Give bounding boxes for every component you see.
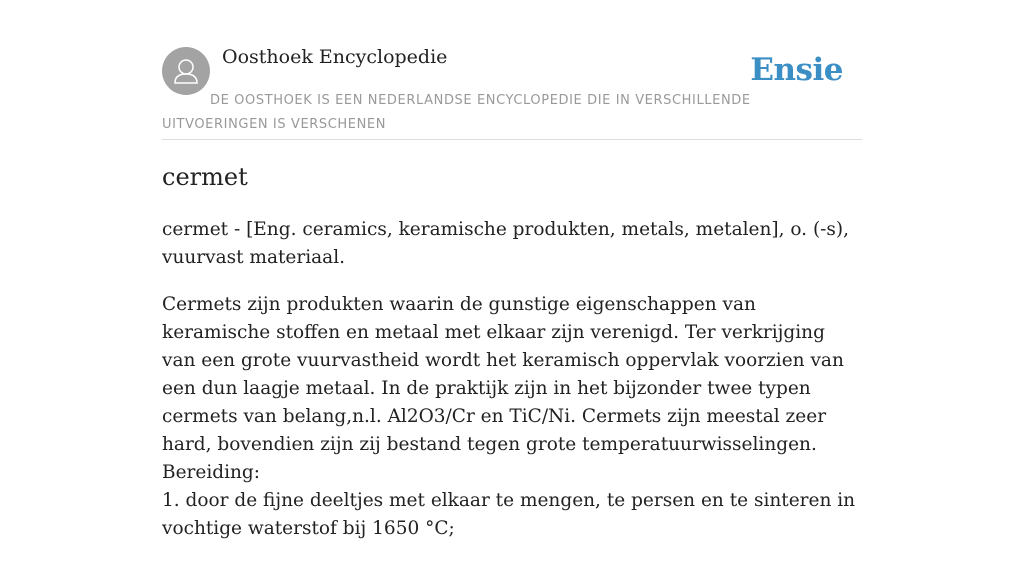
page [162, 0, 862, 539]
page-header [162, 0, 862, 140]
avatar[interactable] [162, 47, 210, 95]
site-name-link[interactable]: Oosthoek Encyclopedie [222, 46, 448, 68]
preparation-step-1: 1. door de fijne deeltjes met elkaar te mengen, te persen en te sinteren in vochtige waterstof bij 1650 °C; [162, 490, 856, 539]
page-title: cermet [162, 163, 248, 191]
article-content [162, 216, 862, 562]
site-tagline: DE OOSTHOEK IS EEN NEDERLANDSE ENCYCLOPEDIE DIE IN VERSCHILLENDE UITVOERINGEN IS VERSCHENEN [162, 93, 751, 132]
user-icon [162, 47, 210, 95]
body-text: Cermets zijn produkten waarin de gunstige eigenschappen van keramische stoffen en metaal met elkaar zijn verenigd. Ter verkrijging van een grote vuurvastheid wordt het keramisch oppervlak voorzien van een dun laagje metaal. In de praktijk zijn in het bijzonder twee typen cermets van belang,n.l. Al2O3/Cr en TiC/Ni. Cermets zijn meestal zeer hard, bovendien zijn zij bestand tegen grote temperatuurwisselingen. Bereiding: [162, 294, 844, 483]
definition-paragraph: cermet - [Eng. ceramics, keramische produkten, metals, metalen], o. (-s), vuurvast materiaal. [162, 219, 850, 268]
body-paragraph [162, 291, 862, 543]
brand-logo[interactable]: Ensie [750, 52, 843, 88]
